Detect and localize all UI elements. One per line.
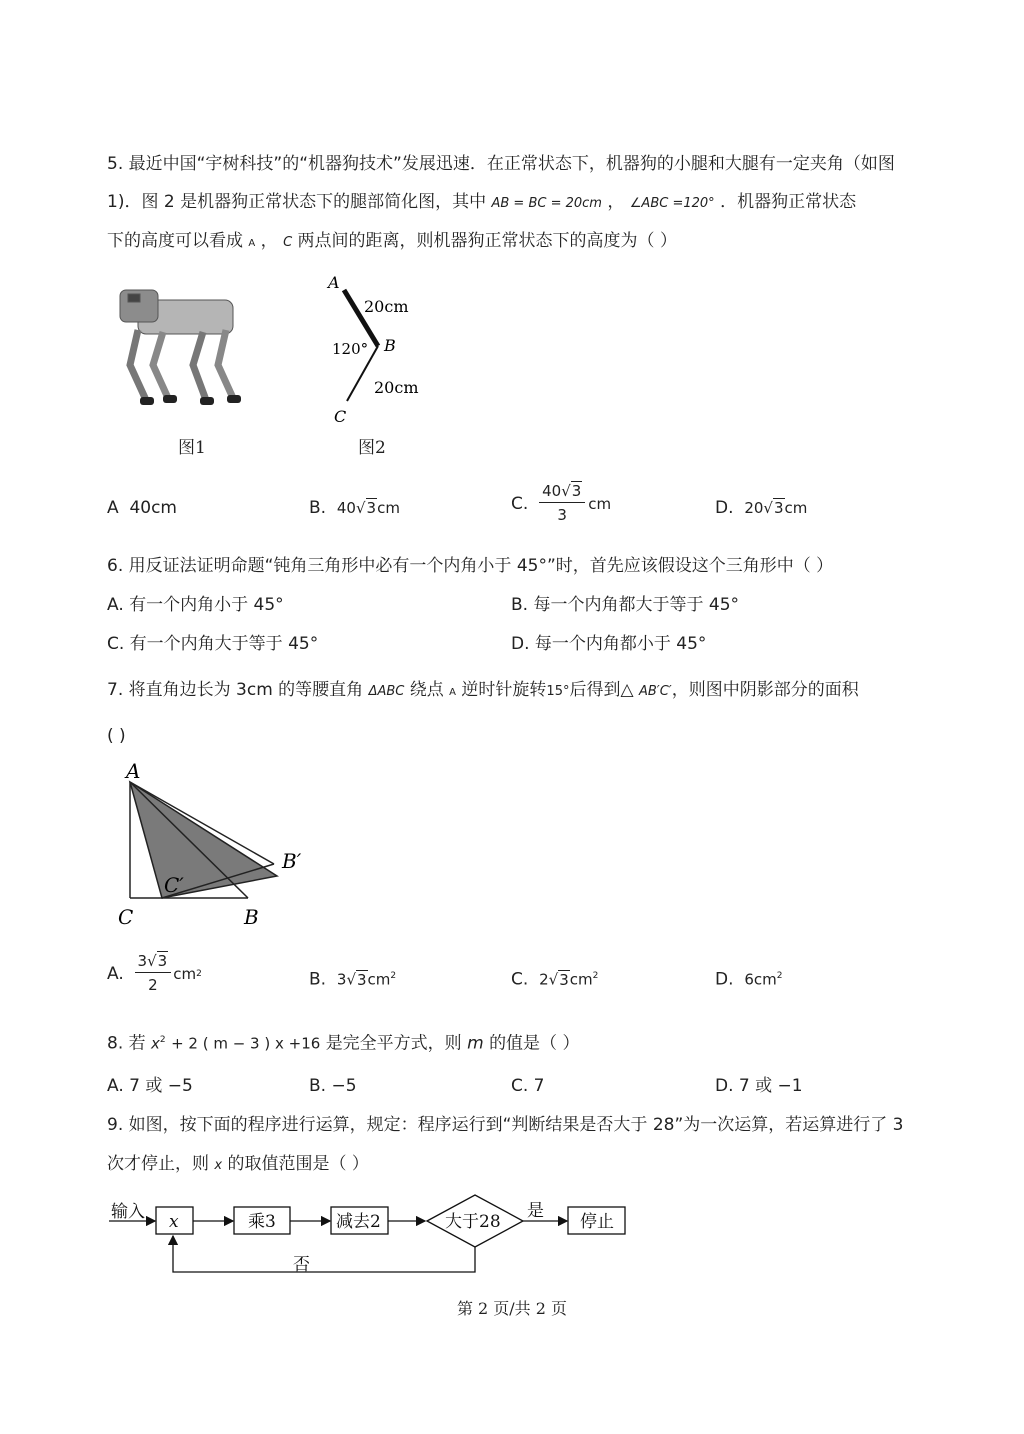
flow-no-label: 否 <box>293 1255 310 1275</box>
flow-yes-label: 是 <box>527 1201 544 1221</box>
q7-stem-text: 7. 将直角边长为 3cm 的等腰直角 <box>107 680 364 700</box>
fig2-caption: 图2 <box>358 438 386 458</box>
q8-option-a: A. 7 或 −5 <box>107 1076 193 1096</box>
q5-line3 <box>107 229 677 256</box>
q8-stem-text: 8. 若 <box>107 1033 146 1054</box>
q8-option-b: B. −5 <box>309 1076 357 1096</box>
q5-option-a <box>107 496 177 520</box>
fig2-label-a: A <box>328 273 340 292</box>
q5-d-coef: 20 <box>744 499 764 517</box>
q7-b-unit: cm <box>367 970 391 989</box>
q5-math: AB = BC = 20cm <box>491 196 602 211</box>
q7-fig-label-cp: C′ <box>164 873 184 897</box>
q7-c-label: C. <box>511 969 529 990</box>
q5-sep: ， <box>607 192 625 212</box>
q7-a-num-coef: 3 <box>137 952 148 970</box>
q9-line2 <box>107 1152 369 1178</box>
q8-option-c: C. 7 <box>511 1076 545 1096</box>
q6-option-c: C. 有一个内角大于等于 45° <box>107 634 319 654</box>
q5-line3-text: 下的高度可以看成 <box>107 231 243 251</box>
q7-point-a: A <box>449 687 457 698</box>
q5-b-radicand: 3 <box>366 499 377 517</box>
q7-fig-label-c: C <box>118 905 134 929</box>
q7-c-unit: cm <box>569 970 593 989</box>
q5-point-c: C <box>283 235 293 250</box>
q6-stem: 6. 用反证法证明命题“钝角三角形中必有一个内角小于 45°”时，首先应该假设这个三角形中（ ） <box>107 556 834 576</box>
q5-option-d: D. 20√3cm <box>715 498 808 518</box>
q7-d-value: 6cm <box>744 970 777 989</box>
q5-d-radicand: 3 <box>773 499 784 517</box>
q5-c-unit: cm <box>588 494 612 513</box>
flow-mul-label: 乘3 <box>248 1212 276 1232</box>
q5-c-num-radicand: 3 <box>571 482 582 500</box>
q7-b-label: B. <box>309 969 327 990</box>
q8-exp: 2 <box>159 1035 166 1045</box>
q8-x: x <box>151 1034 160 1053</box>
q7-option-c: C. $2√3cm^2$ <box>511 969 599 990</box>
q6-option-b: B. 每一个内角都大于等于 45° <box>511 595 740 615</box>
q7-fig-label-bp: B′ <box>282 849 302 873</box>
q7-stem-get: 后得到△ <box>569 680 634 700</box>
q7-d-exp: 2 <box>776 971 783 981</box>
q5-angle: ∠ABC =120° <box>629 196 715 211</box>
q7-fig-label-b: B <box>244 905 259 929</box>
q8-option-d: D. 7 或 −1 <box>715 1076 803 1096</box>
q7-b-exp: 2 <box>390 971 397 981</box>
q9-line2-text: 次才停止，则 <box>107 1154 209 1174</box>
fig2-bc-length: 20cm <box>374 378 419 397</box>
q7-b-coef: 3 <box>336 970 347 989</box>
q5-line2-text: 1)．图 2 是机器狗正常状态下的腿部简化图，其中 <box>107 192 487 212</box>
q5-point-a: A <box>248 238 256 249</box>
q7-option-b: B. $3√3cm^2$ <box>309 969 397 990</box>
q9-x: x <box>214 1158 223 1173</box>
q5-c-label: C. <box>511 493 529 514</box>
q5-b-label: B. <box>309 498 327 518</box>
flow-sub-label: 减去2 <box>336 1212 381 1232</box>
q8-stem <box>107 1028 579 1056</box>
q8-stem-tail: 的值是（ ） <box>489 1033 580 1054</box>
q9-line2-tail: 的取值范围是（ ） <box>227 1154 369 1174</box>
fig2-ab-length: 20cm <box>364 297 409 316</box>
q7-option-d <box>715 964 782 992</box>
flow-x-label: x <box>169 1212 179 1232</box>
q5-b-unit: cm <box>377 499 400 517</box>
q9-line1: 9. 如图，按下面的程序进行运算，规定：程序运行到“判断结果是否大于 28”为一次运算，若运算进行了 3 <box>107 1115 904 1135</box>
q7-a-fraction: $\frac{3√3}{2}$ <box>135 952 172 995</box>
q8-m: m <box>467 1033 484 1054</box>
q5-line2-tail: ．机器狗正常状态 <box>720 192 857 212</box>
q7-a-label: A. <box>107 963 124 984</box>
q7-triangle: ΔABC <box>368 684 405 699</box>
q5-a-label: A <box>107 498 119 518</box>
q8-expression: + 2 ( m − 3 ) x +16 <box>171 1034 321 1053</box>
shaded-region <box>130 782 277 898</box>
q5-option-c <box>511 482 611 525</box>
q5-d-label: D. <box>715 498 734 518</box>
flow-input-label: 输入 <box>111 1202 145 1222</box>
q7-a-exp: 2 <box>196 968 202 979</box>
q7-triangle-2: AB′C′ <box>638 684 672 699</box>
q5-option-b: B. 40√3cm <box>309 498 400 518</box>
page-footer: 第 2 页/共 2 页 <box>456 1299 568 1318</box>
fig2-label-b: B <box>384 336 396 355</box>
fig2-label-c: C <box>334 407 347 426</box>
q5-a-value: 40cm <box>129 498 177 518</box>
leg-diagram <box>320 268 430 433</box>
flow-cond-label: 大于28 <box>445 1212 501 1232</box>
q7-a-den: 2 <box>148 976 158 994</box>
q7-stem-around: 绕点 <box>409 680 444 700</box>
robot-dog-figure <box>108 280 258 420</box>
fig2-angle: 120° <box>332 340 369 358</box>
q7-a-num-radicand: 3 <box>157 952 168 970</box>
q8-stem-mid: 是完全平方式，则 <box>325 1033 462 1054</box>
q5-c-fraction: $\frac{40√3}{3}$ <box>539 482 585 525</box>
q5-line3-tail: 两点间的距离，则机器狗正常状态下的高度为（ ） <box>297 231 677 251</box>
q5-b-coef: 40 <box>336 499 356 517</box>
q7-c-radicand: 3 <box>559 970 569 989</box>
q7-stem-tail: ，则图中阴影部分的面积 <box>671 680 859 700</box>
q7-fig-label-a: A <box>126 759 141 783</box>
flow-stop-label: 停止 <box>580 1212 614 1232</box>
q7-a-unit: cm <box>173 964 197 983</box>
q7-d-label: D. <box>715 969 734 990</box>
q5-line1: 5. 最近中国“宇树科技”的“机器狗技术”发展迅速．在正常状态下，机器狗的小腿和大腿有一定夹角（如图 <box>107 154 895 174</box>
q7-degree: 15° <box>546 684 570 699</box>
fig1-caption: 图1 <box>178 438 206 458</box>
q5-line2 <box>107 190 856 216</box>
q5-c-num-coef: 40 <box>542 482 562 500</box>
q5-c-den: 3 <box>557 506 567 524</box>
q7-stem-rotate: 逆时针旋转 <box>461 680 547 700</box>
rotated-triangle-figure <box>112 758 312 933</box>
q7-stem <box>107 678 859 705</box>
q7-option-a <box>107 952 202 995</box>
q7-c-coef: 2 <box>539 970 549 989</box>
q7-paren: ( ) <box>107 726 126 746</box>
flowchart <box>105 1190 635 1280</box>
q5-line3-sep: ， <box>260 231 278 251</box>
q7-c-exp: 2 <box>592 971 599 981</box>
q5-d-unit: cm <box>784 499 808 517</box>
q6-option-a: A. 有一个内角小于 45° <box>107 595 284 615</box>
q6-option-d: D. 每一个内角都小于 45° <box>511 634 707 654</box>
q7-b-radicand: 3 <box>357 970 367 989</box>
